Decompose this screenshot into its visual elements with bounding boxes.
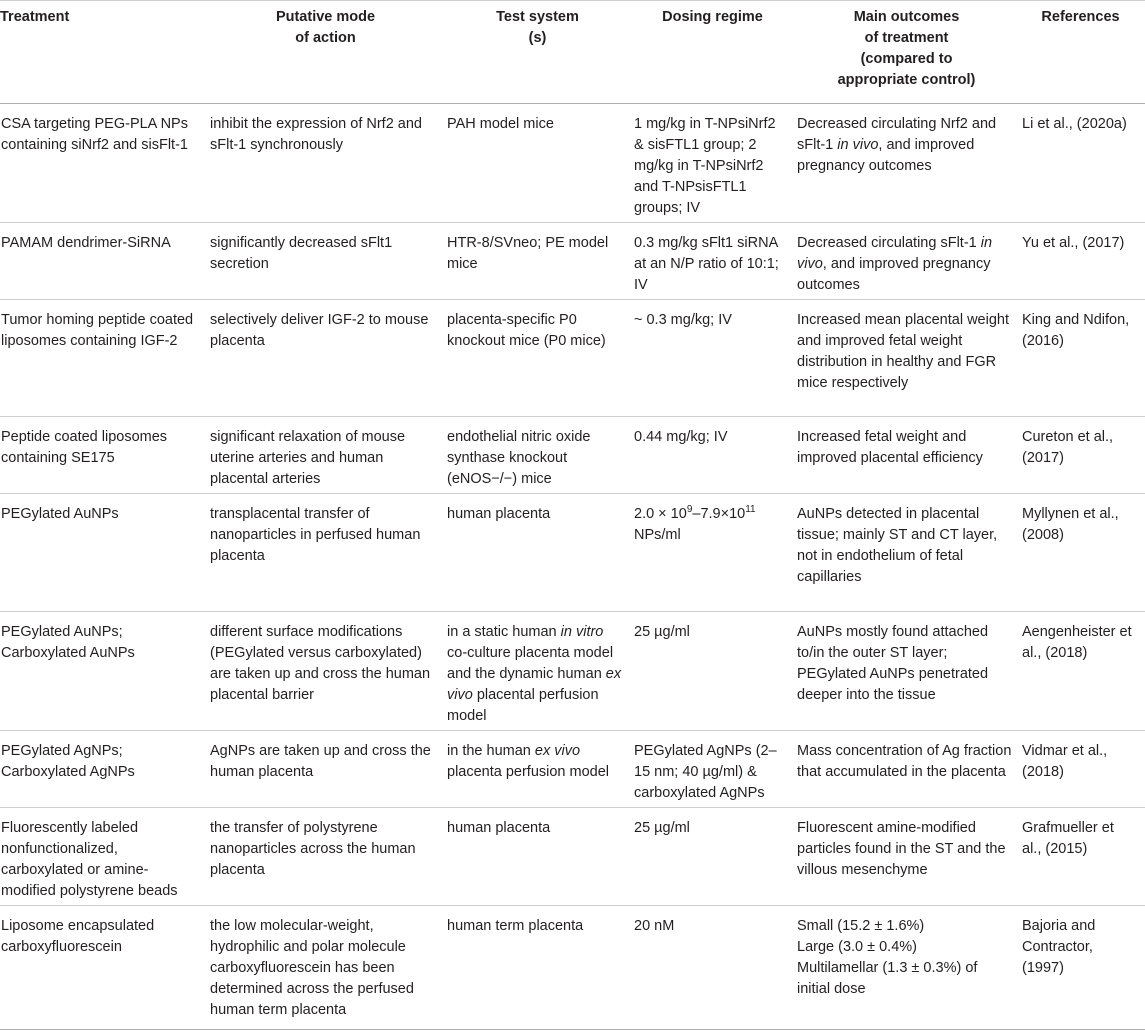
header-treatment: Treatment (0, 9, 70, 25)
cell-system: in the human ex vivo placenta perfusion model (447, 743, 610, 780)
cell-dosing: 25 µg/ml (634, 624, 690, 640)
cell-mode: selectively deliver IGF-2 to mouse placenta (210, 312, 429, 349)
table-row (0, 731, 1145, 808)
header-main-outcomes: Main outcomes of treatment (compared to appropriate control) (837, 9, 976, 88)
cell-mode: significantly decreased sFlt1 secretion (210, 235, 393, 272)
cell-reference: Vidmar et al., (2018) (1022, 743, 1108, 780)
cell-mode: AgNPs are taken up and cross the human placenta (210, 743, 431, 780)
cell-dosing: $2.0 \times 10^9-7.9\times 10^{11}$ NPs/ml (634, 504, 756, 543)
cell-system: human term placenta (447, 918, 584, 934)
header-dosing-regime: Dosing regime (662, 9, 763, 25)
cell-treatment: Liposome encapsulated carboxyfluorescein (1, 918, 155, 955)
table-row (0, 906, 1145, 1030)
cell-mode: transplacental transfer of nanoparticles in perfused human placenta (210, 506, 421, 564)
cell-mode: the transfer of polystyrene nanoparticles across the human placenta (210, 820, 416, 878)
cell-treatment: PEGylated AuNPs (1, 506, 119, 522)
table-row (0, 417, 1145, 494)
cell-reference: Myllynen et al., (2008) (1022, 506, 1119, 543)
cell-reference: Grafmueller et al., (2015) (1022, 820, 1114, 857)
cell-outcomes: Mass concentration of Ag fraction that accumulated in the placenta (797, 743, 1012, 780)
cell-outcomes: AuNPs mostly found attached to/in the outer ST layer; PEGylated AuNPs penetrated deeper into the tissue (797, 624, 989, 703)
cell-reference: King and Ndifon, (2016) (1022, 312, 1130, 349)
cell-outcomes: Small (15.2 ± 1.6%) Large (3.0 ± 0.4%) Multilamellar (1.3 ± 0.3%) of initial dose (797, 918, 978, 997)
cell-system: HTR-8/SVneo; PE model mice (447, 235, 609, 272)
cell-treatment: PEGylated AuNPs; Carboxylated AuNPs (1, 624, 135, 661)
cell-reference: Aengenheister et al., (2018) (1022, 624, 1132, 661)
cell-dosing: 20 nM (634, 918, 675, 934)
cell-outcomes: AuNPs detected in placental tissue; mainly ST and CT layer, not in endothelium of fetal capillaries (797, 506, 998, 585)
cell-mode: inhibit the expression of Nrf2 and sFlt-1 synchronously (210, 116, 422, 153)
header-test-system: Test system (s) (496, 9, 579, 46)
cell-reference: Yu et al., (2017) (1022, 235, 1125, 251)
cell-treatment: Peptide coated liposomes containing SE175 (1, 429, 168, 466)
cell-system: human placenta (447, 506, 551, 522)
header-references: References (1041, 9, 1120, 25)
cell-system: placenta-specific P0 knockout mice (P0 mice) (447, 312, 606, 349)
cell-dosing: ~ 0.3 mg/kg; IV (634, 312, 732, 328)
table-row (0, 223, 1145, 300)
cell-reference: Cureton et al., (2017) (1022, 429, 1114, 466)
cell-outcomes: Increased fetal weight and improved placental efficiency (797, 429, 983, 466)
table-row (0, 104, 1145, 223)
cell-outcomes: Decreased circulating sFlt-1 in vivo, and improved pregnancy outcomes (797, 235, 993, 293)
header-mode-of-action: Putative mode of action (275, 9, 376, 46)
cell-dosing: 0.3 mg/kg sFlt1 siRNA at an N/P ratio of 10:1; IV (634, 235, 779, 293)
table-row (0, 808, 1145, 906)
cell-treatment: CSA targeting PEG-PLA NPs containing siNrf2 and sisFlt-1 (1, 116, 188, 153)
cell-mode: different surface modifications (PEGylated versus carboxylated) are taken up and cross the human placental barrier (210, 624, 431, 703)
cell-dosing: 25 µg/ml (634, 820, 690, 836)
cell-outcomes: Decreased circulating Nrf2 and sFlt-1 in vivo, and improved pregnancy outcomes (797, 116, 997, 174)
table-row (0, 494, 1145, 612)
cell-reference: Bajoria and Contractor, (1997) (1022, 918, 1096, 976)
cell-system: PAH model mice (447, 116, 554, 132)
table-row (0, 300, 1145, 417)
cell-treatment: Tumor homing peptide coated liposomes containing IGF-2 (1, 312, 194, 349)
table-header (0, 1, 1145, 104)
cell-reference: Li et al., (2020a) (1022, 116, 1127, 132)
cell-system: in a static human in vitro co-culture placenta model and the dynamic human ex vivo placental perfusion model (447, 624, 622, 724)
cell-dosing: PEGylated AgNPs (2–15 nm; 40 µg/ml) & carboxylated AgNPs (634, 743, 777, 801)
cell-system: human placenta (447, 820, 551, 836)
table-row (0, 612, 1145, 731)
cell-dosing: 0.44 mg/kg; IV (634, 429, 728, 445)
cell-treatment: Fluorescently labeled nonfunctionalized, carboxylated or amine-modified polystyrene beads (1, 820, 178, 899)
cell-outcomes: Increased mean placental weight and improved fetal weight distribution in healthy and FGR mice respectively (797, 312, 1009, 391)
cell-mode: significant relaxation of mouse uterine arteries and human placental arteries (210, 429, 406, 487)
cell-dosing: 1 mg/kg in T-NPsiNrf2 & sisFTL1 group; 2 mg/kg in T-NPsiNrf2 and T-NPsisFTL1 groups; IV (634, 116, 776, 216)
table-body (0, 104, 1145, 1030)
cell-mode: the low molecular-weight, hydrophilic and polar molecule carboxyfluorescein has been determined across the perfused human term placenta (210, 918, 414, 1018)
header-row (0, 1, 1145, 104)
cell-treatment: PAMAM dendrimer-SiRNA (1, 235, 171, 251)
cell-outcomes: Fluorescent amine-modified particles found in the ST and the villous mesenchyme (797, 820, 1006, 878)
cell-treatment: PEGylated AgNPs; Carboxylated AgNPs (1, 743, 135, 780)
cell-system: endothelial nitric oxide synthase knockout (eNOS−/−) mice (447, 429, 591, 487)
